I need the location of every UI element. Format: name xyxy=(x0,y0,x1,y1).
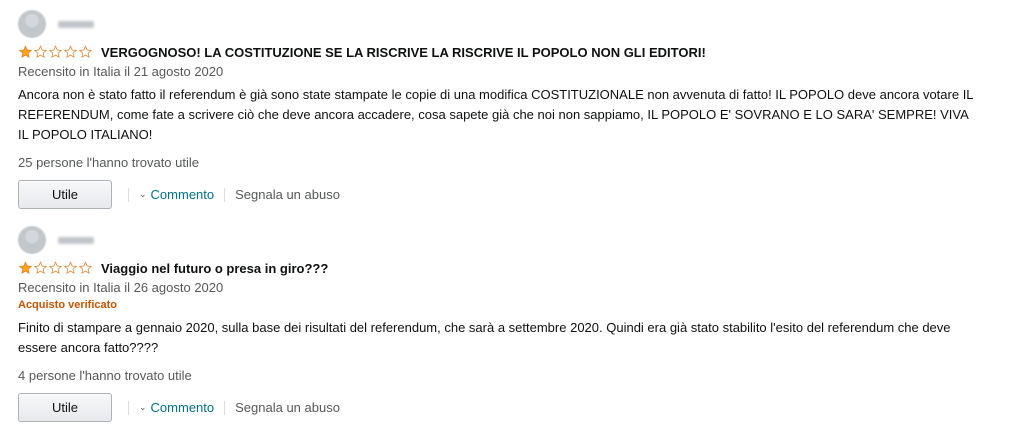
review-date: Recensito in Italia il 26 agosto 2020 xyxy=(18,280,224,295)
star-filled-icon xyxy=(18,45,33,59)
divider xyxy=(224,401,225,415)
comment-link-label: Commento xyxy=(150,400,215,415)
star-filled-icon xyxy=(18,261,33,275)
star-rating[interactable] xyxy=(18,261,93,275)
review-title[interactable]: Viaggio nel futuro o presa in giro??? xyxy=(101,260,329,276)
divider xyxy=(128,188,129,202)
chevron-down-icon: ⌄ xyxy=(139,402,147,412)
star-empty-icon xyxy=(63,45,78,59)
star-empty-icon xyxy=(78,45,93,59)
review-body: Ancora non è stato fatto il referendum è già sono state stampate le copie di una modifica COSTITUZIONALE non avvenuta di fatto! IL POPOLO deve ancora votare IL REFERENDUM, come fate a scrivere ciò che deve ancora accadere, cosa sapete già che noi non sappiamo, IL POPOLO E' SOVRANO E LO SARA' SEMPRE! VIVA IL POPOLO ITALIANO! xyxy=(18,87,974,142)
star-empty-icon xyxy=(63,261,78,275)
review-actions xyxy=(18,180,1008,209)
divider xyxy=(128,401,129,415)
star-empty-icon xyxy=(48,261,63,275)
avatar[interactable] xyxy=(18,10,46,38)
divider xyxy=(224,188,225,202)
helpful-button[interactable]: Utile xyxy=(18,393,112,422)
chevron-down-icon: ⌄ xyxy=(139,189,147,199)
reviewer-name-blurred[interactable] xyxy=(58,21,94,28)
helpful-button[interactable]: Utile xyxy=(18,180,112,209)
star-empty-icon xyxy=(33,261,48,275)
review-actions xyxy=(18,393,1008,422)
comment-link[interactable] xyxy=(139,187,214,202)
verified-purchase-badge: Acquisto verificato xyxy=(18,299,118,311)
star-empty-icon xyxy=(78,261,93,275)
review-body: Finito di stampare a gennaio 2020, sulla base dei risultati del referendum, che sarà a settembre 2020. Quindi era già stato stabilito l'esito del referendum che deve essere ancora fatto???? xyxy=(18,320,951,355)
avatar[interactable] xyxy=(18,226,46,254)
review-title[interactable]: VERGOGNOSO! LA COSTITUZIONE SE LA RISCRIVE LA RISCRIVE IL POPOLO NON GLI EDITORI! xyxy=(101,44,706,60)
reviewer-name-blurred[interactable] xyxy=(58,237,94,244)
star-empty-icon xyxy=(48,45,63,59)
helpful-count: 4 persone l'hanno trovato utile xyxy=(18,368,192,383)
star-rating[interactable] xyxy=(18,45,93,59)
reviewer-profile[interactable] xyxy=(18,226,1008,254)
review-title-row xyxy=(18,43,1008,61)
helpful-count: 25 persone l'hanno trovato utile xyxy=(18,155,199,170)
comment-link-label: Commento xyxy=(150,187,215,202)
reviewer-profile[interactable] xyxy=(18,10,1008,38)
review xyxy=(18,226,1008,422)
report-abuse-link[interactable]: Segnala un abuso xyxy=(235,400,340,415)
comment-link[interactable] xyxy=(139,400,214,415)
report-abuse-link[interactable]: Segnala un abuso xyxy=(235,187,340,202)
star-empty-icon xyxy=(33,45,48,59)
review-date: Recensito in Italia il 21 agosto 2020 xyxy=(18,64,224,79)
review xyxy=(18,10,1008,209)
review-title-row xyxy=(18,259,1008,277)
